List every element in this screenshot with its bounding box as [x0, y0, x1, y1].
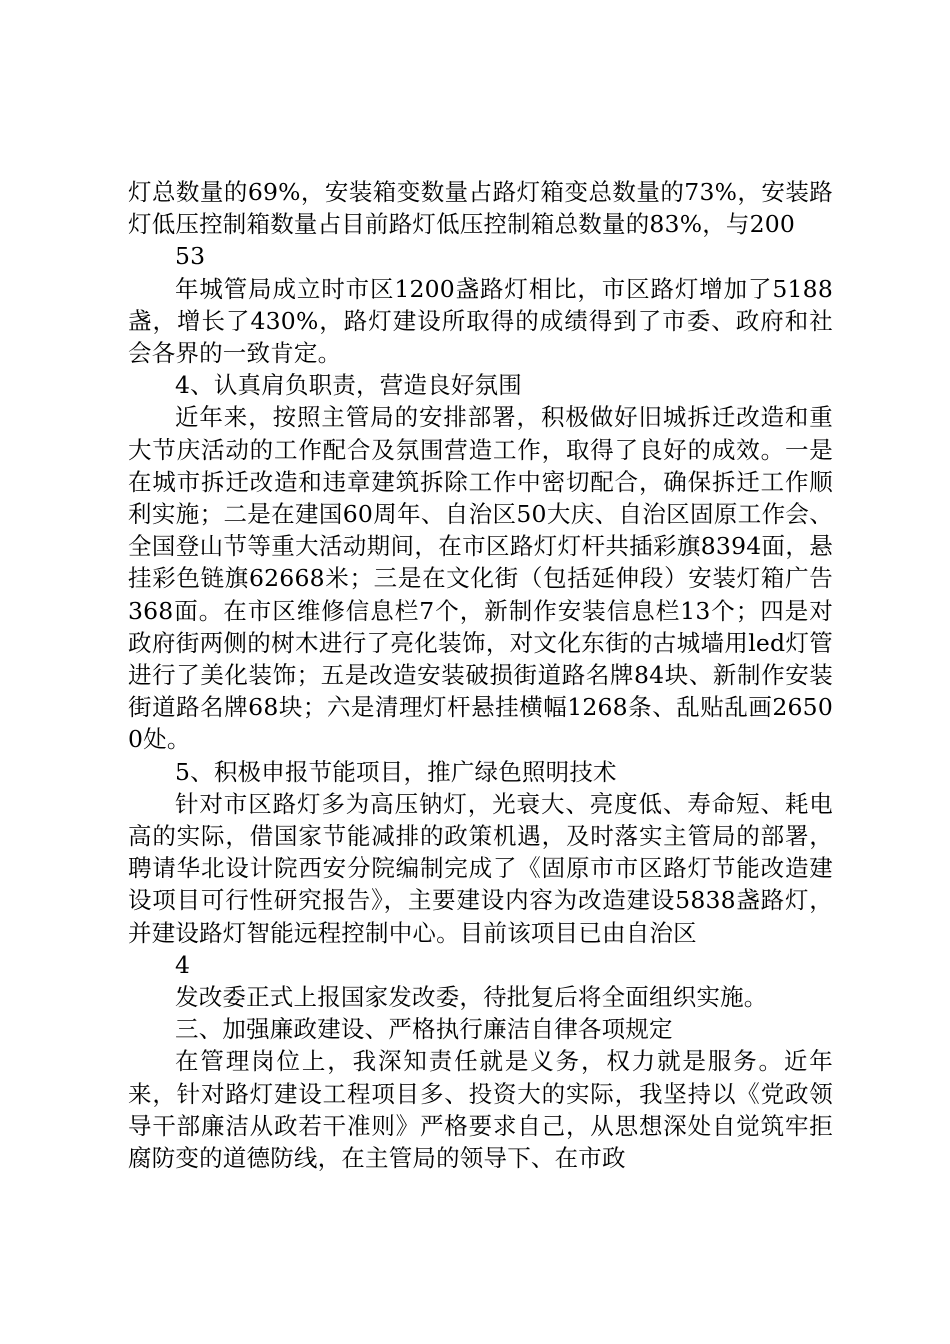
section-heading-4: 4、认真肩负职责，营造良好氛围 [175, 371, 522, 400]
section-heading-5: 5、积极申报节能项目，推广绿色照明技术 [175, 757, 617, 786]
page-number-53: 53 [175, 242, 206, 271]
paragraph-5: 发改委正式上报国家发改委，待批复后将全面组织实施。 [175, 983, 768, 1012]
paragraph-4: 针对市区路灯多为高压钠灯，光衰大、亮度低、寿命短、耗电高的实际，借国家节能减排的政策机遇，及时落实主管局的部署，聘请华北设计院西安分院编制完成了《固原市市区路灯节能改造建设项目可行性研究报告》，主要建设内容为改造建设5838盏路灯，并建设路灯智能远程控制中心。目前该项目已由自治区 [128, 789, 833, 947]
paragraph-2: 年城管局成立时市区1200盏路灯相比，市区路灯增加了5188盏，增长了430%，路灯建设所取得的成绩得到了市委、政府和社会各界的一致肯定。 [128, 274, 833, 368]
document-body [128, 176, 833, 1174]
section-heading-3: 三、加强廉政建设、严格执行廉洁自律各项规定 [175, 1015, 673, 1044]
paragraph-3: 近年来，按照主管局的安排部署，积极做好旧城拆迁改造和重大节庆活动的工作配合及氛围营造工作，取得了良好的成效。一是在城市拆迁改造和违章建筑拆除工作中密切配合，确保拆迁工作顺利实施；二是在建国60周年、自治区50大庆、自治区固原工作会、全国登山节等重大活动期间，在市区路灯灯杆共插彩旗8394面，悬挂彩色链旗62668米；三是在文化街（包括延伸段）安装灯箱广告368面。在市区维修信息栏7个，新制作安装信息栏13个；四是对政府街两侧的树木进行了亮化装饰，对文化东街的古城墙用led灯管进行了美化装饰；五是改造安装破损街道路名牌84块、新制作安装街道路名牌68块；六是清理灯杆悬挂横幅1268条、乱贴乱画26500处。 [128, 403, 833, 754]
paragraph-6: 在管理岗位上，我深知责任就是义务，权力就是服务。近年来，针对路灯建设工程项目多、投资大的实际，我坚持以《党政领导干部廉洁从政若干准则》严格要求自己，从思想深处自觉筑牢拒腐防变的道德防线，在主管局的领导下、在市政 [128, 1047, 833, 1173]
paragraph-1: 灯总数量的69%，安装箱变数量占路灯箱变总数量的73%，安装路灯低压控制箱数量占目前路灯低压控制箱总数量的83%，与200 [128, 178, 833, 239]
page-number-4: 4 [175, 950, 191, 979]
